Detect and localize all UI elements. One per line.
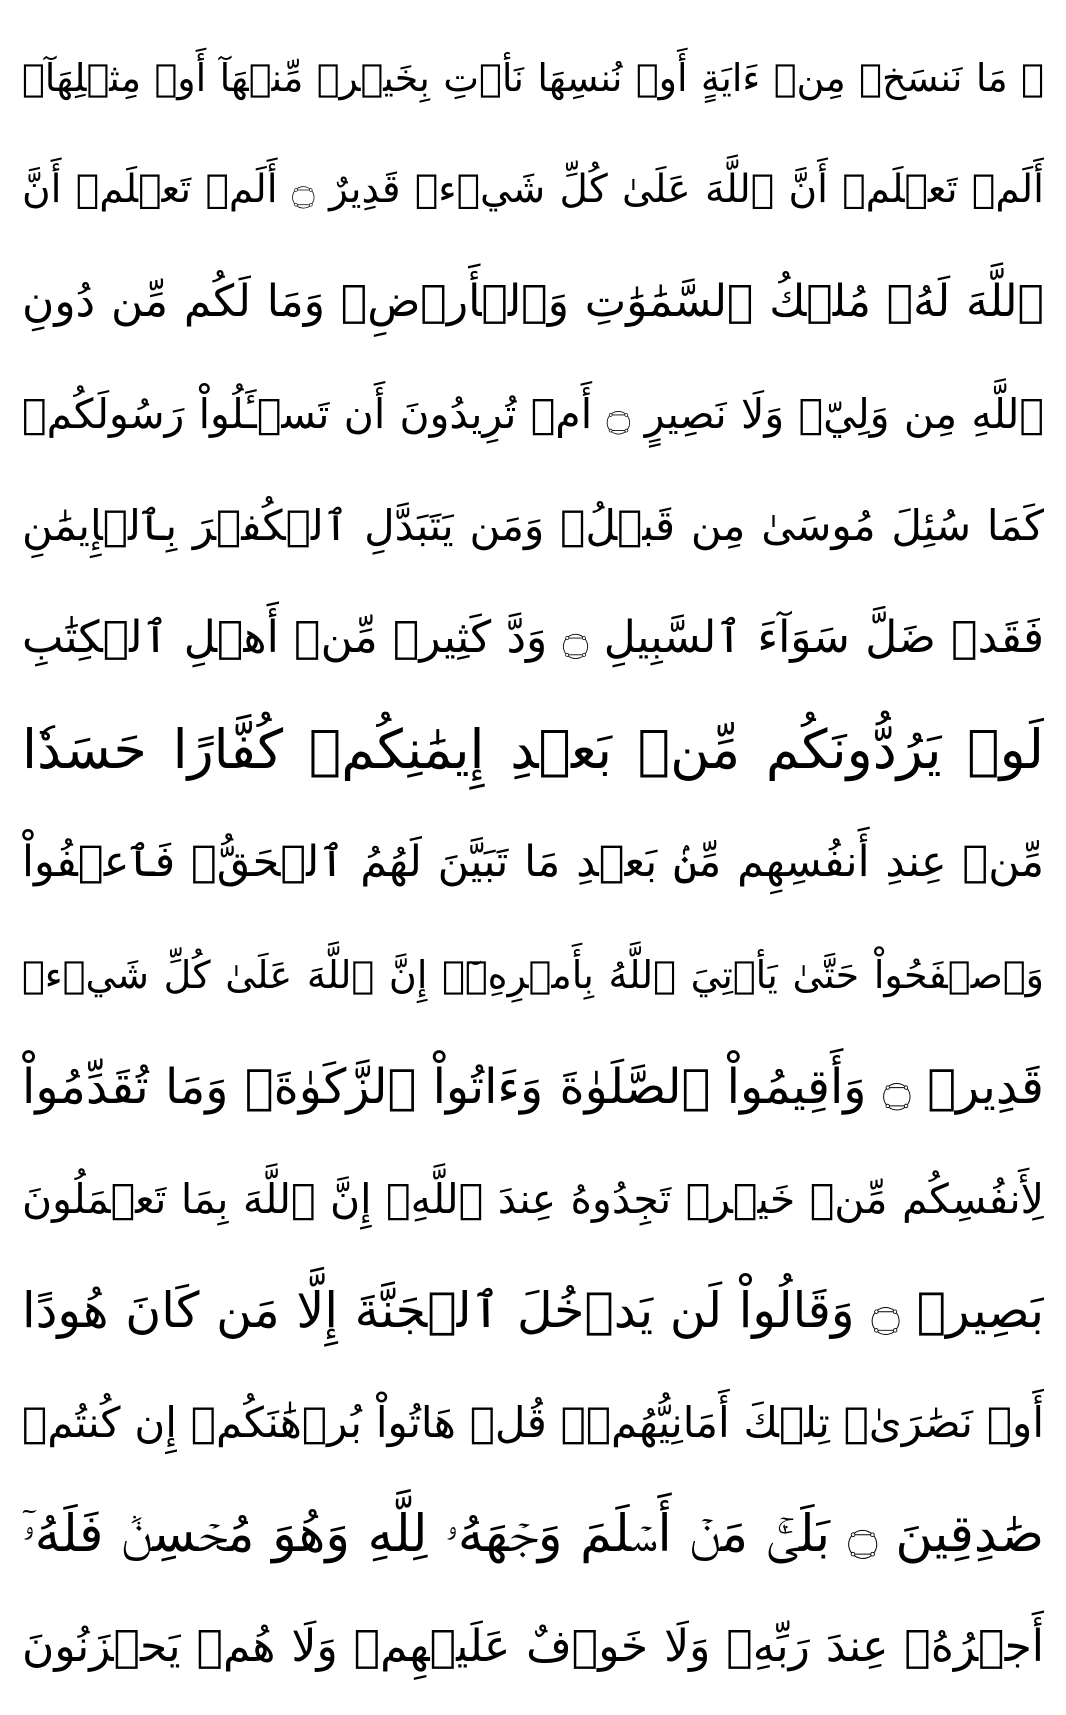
verse-line: لَوۡ يَرُدُّونَكُم مِّنۢ بَعۡدِ إِيمَٰنِكُمۡ كُفَّارًا حَسَدٗا — [22, 718, 1044, 782]
verse-line: وَٱصۡفَحُواْ حَتَّىٰ يَأۡتِيَ ٱللَّهُ بِأَمۡرِهِۦٓۗ إِنَّ ٱللَّهَ عَلَىٰ كُلِّ شَيۡءٖ — [22, 952, 1044, 997]
verse-line: كَمَا سُئِلَ مُوسَىٰ مِن قَبۡلُۗ وَمَن يَتَبَدَّلِ ٱلۡكُفۡرَ بِٱلۡإِيمَٰنِ — [22, 501, 1044, 551]
verse-line: بَصِيرٞ ۝ وَقَالُواْ لَن يَدۡخُلَ ٱلۡجَنَّةَ إِلَّا مَن كَانَ هُودًا — [22, 1281, 1044, 1339]
verse-line: مِّنۡ عِندِ أَنفُسِهِم مِّنۢ بَعۡدِ مَا تَبَيَّنَ لَهُمُ ٱلۡحَقُّۖ فَٱعۡفُواْ — [22, 837, 1044, 888]
verse-line: أَلَمۡ تَعۡلَمۡ أَنَّ ٱللَّهَ عَلَىٰ كُلِّ شَيۡءٖ قَدِيرٌ ۝ أَلَمۡ تَعۡلَمۡ أَنَّ — [22, 167, 1044, 213]
verse-line: أَوۡ نَصَٰرَىٰۗ تِلۡكَ أَمَانِيُّهُمۡۗ قُلۡ هَاتُواْ بُرۡهَٰنَكُمۡ إِن كُنتُمۡ — [22, 1397, 1044, 1447]
verse-line: ٱللَّهِ مِن وَلِيّٖ وَلَا نَصِيرٍ ۝ أَمۡ تُرِيدُونَ أَن تَسۡـَٔلُواْ رَسُولَكُمۡ — [22, 390, 1044, 439]
verse-line: صَٰدِقِينَ ۝ بَلَىٰۚ مَنۡ أَسۡلَمَ وَجۡهَهُۥ لِلَّهِ وَهُوَ مُحۡسِنٞ فَلَهُۥٓ — [22, 1504, 1044, 1564]
verse-line: أَجۡرُهُۥ عِندَ رَبِّهِۦ وَلَا خَوۡفٌ عَلَيۡهِمۡ وَلَا هُمۡ يَحۡزَنُونَ — [22, 1620, 1044, 1672]
verse-line: فَقَدۡ ضَلَّ سَوَآءَ ٱلسَّبِيلِ ۝ وَدَّ كَثِيرٞ مِّنۡ أَهۡلِ ٱلۡكِتَٰبِ — [22, 612, 1044, 664]
verse-line: ۞ مَا نَنسَخۡ مِنۡ ءَايَةٍ أَوۡ نُنسِهَا نَأۡتِ بِخَيۡرٖ مِّنۡهَآ أَوۡ مِثۡلِهَآۗ — [22, 56, 1044, 100]
verse-line: قَدِيرٞ ۝ وَأَقِيمُواْ ٱلصَّلَوٰةَ وَءَاتُواْ ٱلزَّكَوٰةَۚ وَمَا تُقَدِّمُواْ — [22, 1058, 1044, 1115]
verse-line: ٱللَّهَ لَهُۥ مُلۡكُ ٱلسَّمَٰوَٰتِ وَٱلۡأَرۡضِۗ وَمَا لَكُم مِّن دُونِ — [22, 276, 1044, 328]
verse-lines — [22, 30, 1044, 1695]
verse-line: لِأَنفُسِكُم مِّنۡ خَيۡرٖ تَجِدُوهُ عِندَ ٱللَّهِۗ إِنَّ ٱللَّهَ بِمَا تَعۡمَلُونَ — [22, 1174, 1044, 1223]
